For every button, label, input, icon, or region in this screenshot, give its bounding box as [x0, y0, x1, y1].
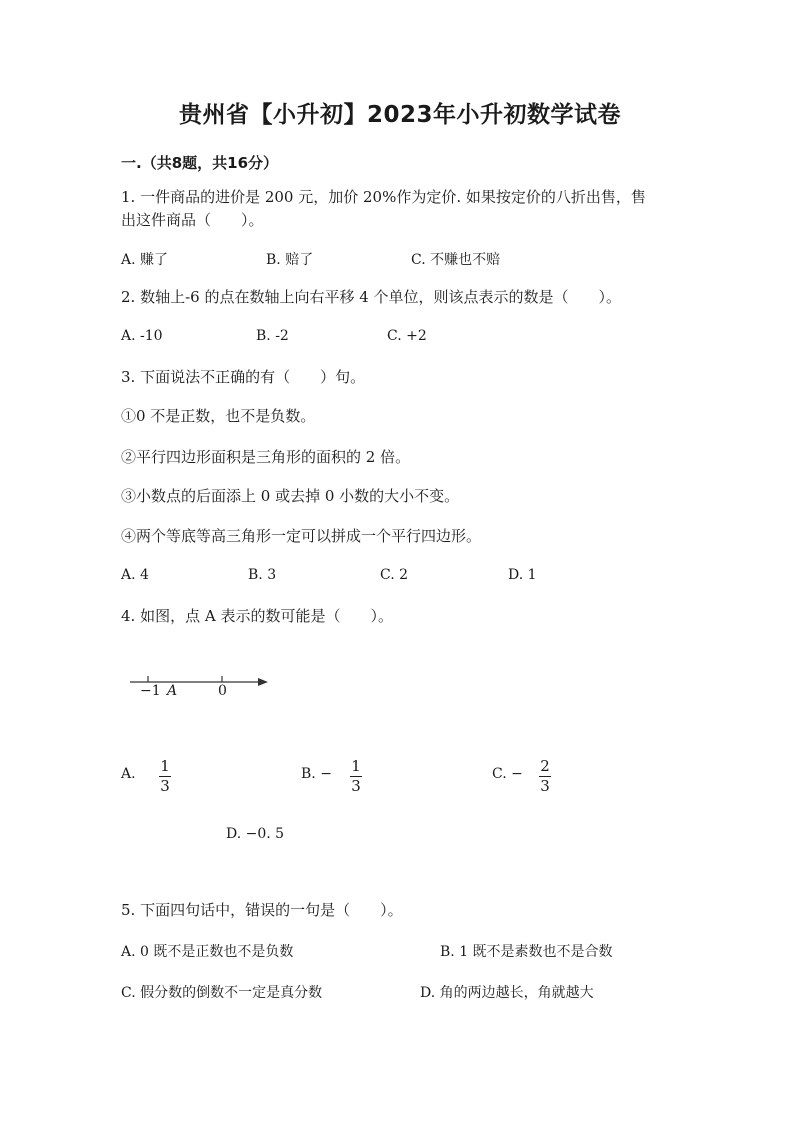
q5-option-b: B. 1 既不是素数也不是合数 — [440, 944, 613, 960]
page-title: 贵州省【小升初】2023年小升初数学试卷 — [178, 102, 621, 128]
q1-option-a: A. 赚了 — [121, 252, 169, 268]
q2-option-a: A. -10 — [121, 328, 163, 344]
q3-statement-1: ①0 不是正数，也不是负数。 — [121, 407, 316, 425]
fraction-denominator: 3 — [351, 777, 361, 795]
label-point-a: A — [167, 683, 178, 699]
label-0: 0 — [218, 683, 227, 699]
q5-option-d: D. 角的两边越长，角就越大 — [420, 985, 594, 1001]
q4-option-c-fraction — [539, 758, 551, 795]
fraction-numerator: 1 — [351, 757, 361, 775]
q4-option-a-fraction — [159, 758, 171, 795]
q2-option-c: C. +2 — [387, 328, 427, 344]
q3-statement-4: ④两个等底等高三角形一定可以拼成一个平行四边形。 — [121, 527, 482, 545]
q3-option-a: A. 4 — [121, 567, 149, 583]
section-heading: 一.（共8题，共16分） — [121, 154, 279, 172]
q2-text: 2. 数轴上-6 的点在数轴上向右平移 4 个单位，则该点表示的数是（ ）。 — [121, 288, 622, 306]
fraction-numerator: 1 — [160, 757, 170, 775]
q4-text: 4. 如图，点 A 表示的数可能是（ ）。 — [121, 607, 393, 625]
q1-option-c: C. 不赚也不赔 — [411, 252, 501, 268]
q4-option-c-prefix: C. − — [492, 766, 523, 782]
label-neg1: −1 — [140, 683, 161, 699]
q4-option-b-prefix: B. − — [301, 766, 332, 782]
q4-option-b-fraction — [350, 758, 362, 795]
q3-option-b: B. 3 — [248, 567, 277, 583]
q3-option-c: C. 2 — [380, 567, 409, 583]
fraction-denominator: 3 — [540, 777, 550, 795]
q5-option-c: C. 假分数的倒数不一定是真分数 — [121, 985, 323, 1001]
q3-text: 3. 下面说法不正确的有（ ）句。 — [121, 368, 366, 386]
q5-text: 5. 下面四句话中，错误的一句是（ ）。 — [121, 901, 403, 919]
q1-option-b: B. 赔了 — [266, 252, 314, 268]
q3-statement-2: ②平行四边形面积是三角形的面积的 2 倍。 — [121, 448, 411, 466]
q4-option-d: D. −0. 5 — [226, 826, 285, 842]
q3-statement-3: ③小数点的后面添上 0 或去掉 0 小数的大小不变。 — [121, 487, 460, 505]
q4-option-a-prefix: A. — [121, 766, 136, 782]
fraction-numerator: 2 — [540, 757, 550, 775]
fraction-denominator: 3 — [160, 777, 170, 795]
q2-option-b: B. -2 — [256, 328, 289, 344]
number-line-figure — [128, 670, 273, 706]
number-line-arrow-icon — [258, 678, 268, 686]
q1-text-line1: 1. 一件商品的进价是 200 元，加价 20%作为定价. 如果按定价的八折出售，售 — [121, 188, 646, 206]
q5-option-a: A. 0 既不是正数也不是负数 — [121, 944, 294, 960]
q1-text-line2: 出这件商品（ ）。 — [121, 211, 264, 229]
q3-option-d: D. 1 — [508, 567, 537, 583]
